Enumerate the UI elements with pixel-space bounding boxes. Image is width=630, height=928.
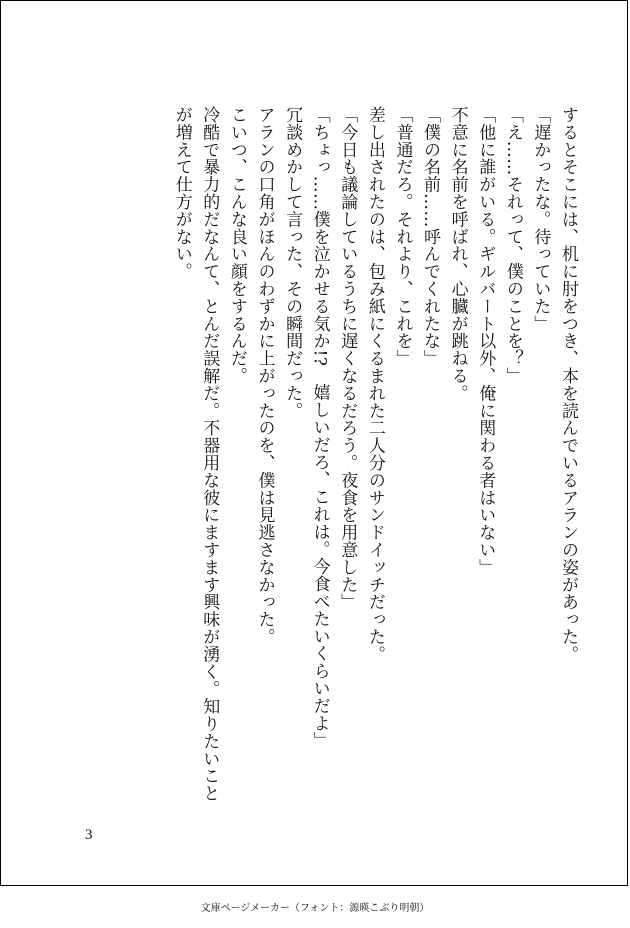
page-number: 3 [85, 827, 93, 843]
paragraph: 「僕の名前……呼んでくれたな」 [420, 106, 441, 367]
paragraph: 「普通だろ。それより、これを」 [392, 106, 413, 367]
paragraph: 「え……それって、僕のことを？」 [502, 106, 523, 385]
paragraph: 不意に名前を呼ばれ、心臓が跳ねる。 [447, 106, 468, 402]
paragraph: 「遅かったな。待っていた」 [530, 106, 551, 333]
paragraph: こいつ、こんな良い顔をするんだ。 [226, 106, 247, 385]
paragraph: 冷酷で暴力的だなんて、とんだ誤解だ。不器用な彼にますます興味が湧く。知りたいことが増えて仕方がない。 [171, 106, 220, 802]
paragraph: アランの口角がほんのわずかに上がったのを、僕は見逃さなかった。 [254, 106, 275, 646]
footer-credit: 文庫ページメーカー（フォント：源暎こぶり明朝） [200, 903, 430, 914]
vertical-body-text [167, 106, 581, 806]
paragraph: 「今日も議論しているうちに遅くなるだろう。夜食を用意した」 [337, 106, 358, 611]
paragraph: 「ちょっ……僕を泣かせる気か!? 嬉しいだろ、これは。今食べたいくらいだよ」 [309, 106, 330, 750]
paragraph: するとそこには、机に肘をつき、本を読んでいるアランの姿があった。 [558, 106, 578, 663]
paragraph: 「他に誰がいる。ギルバート以外、俺に関わる者はいない」 [475, 106, 496, 576]
paragraph: 冗談めかして言った、その瞬間だった。 [282, 106, 303, 420]
paragraph: 差し出されたのは、包み紙にくるまれた二人分のサンドイッチだった。 [364, 106, 385, 663]
